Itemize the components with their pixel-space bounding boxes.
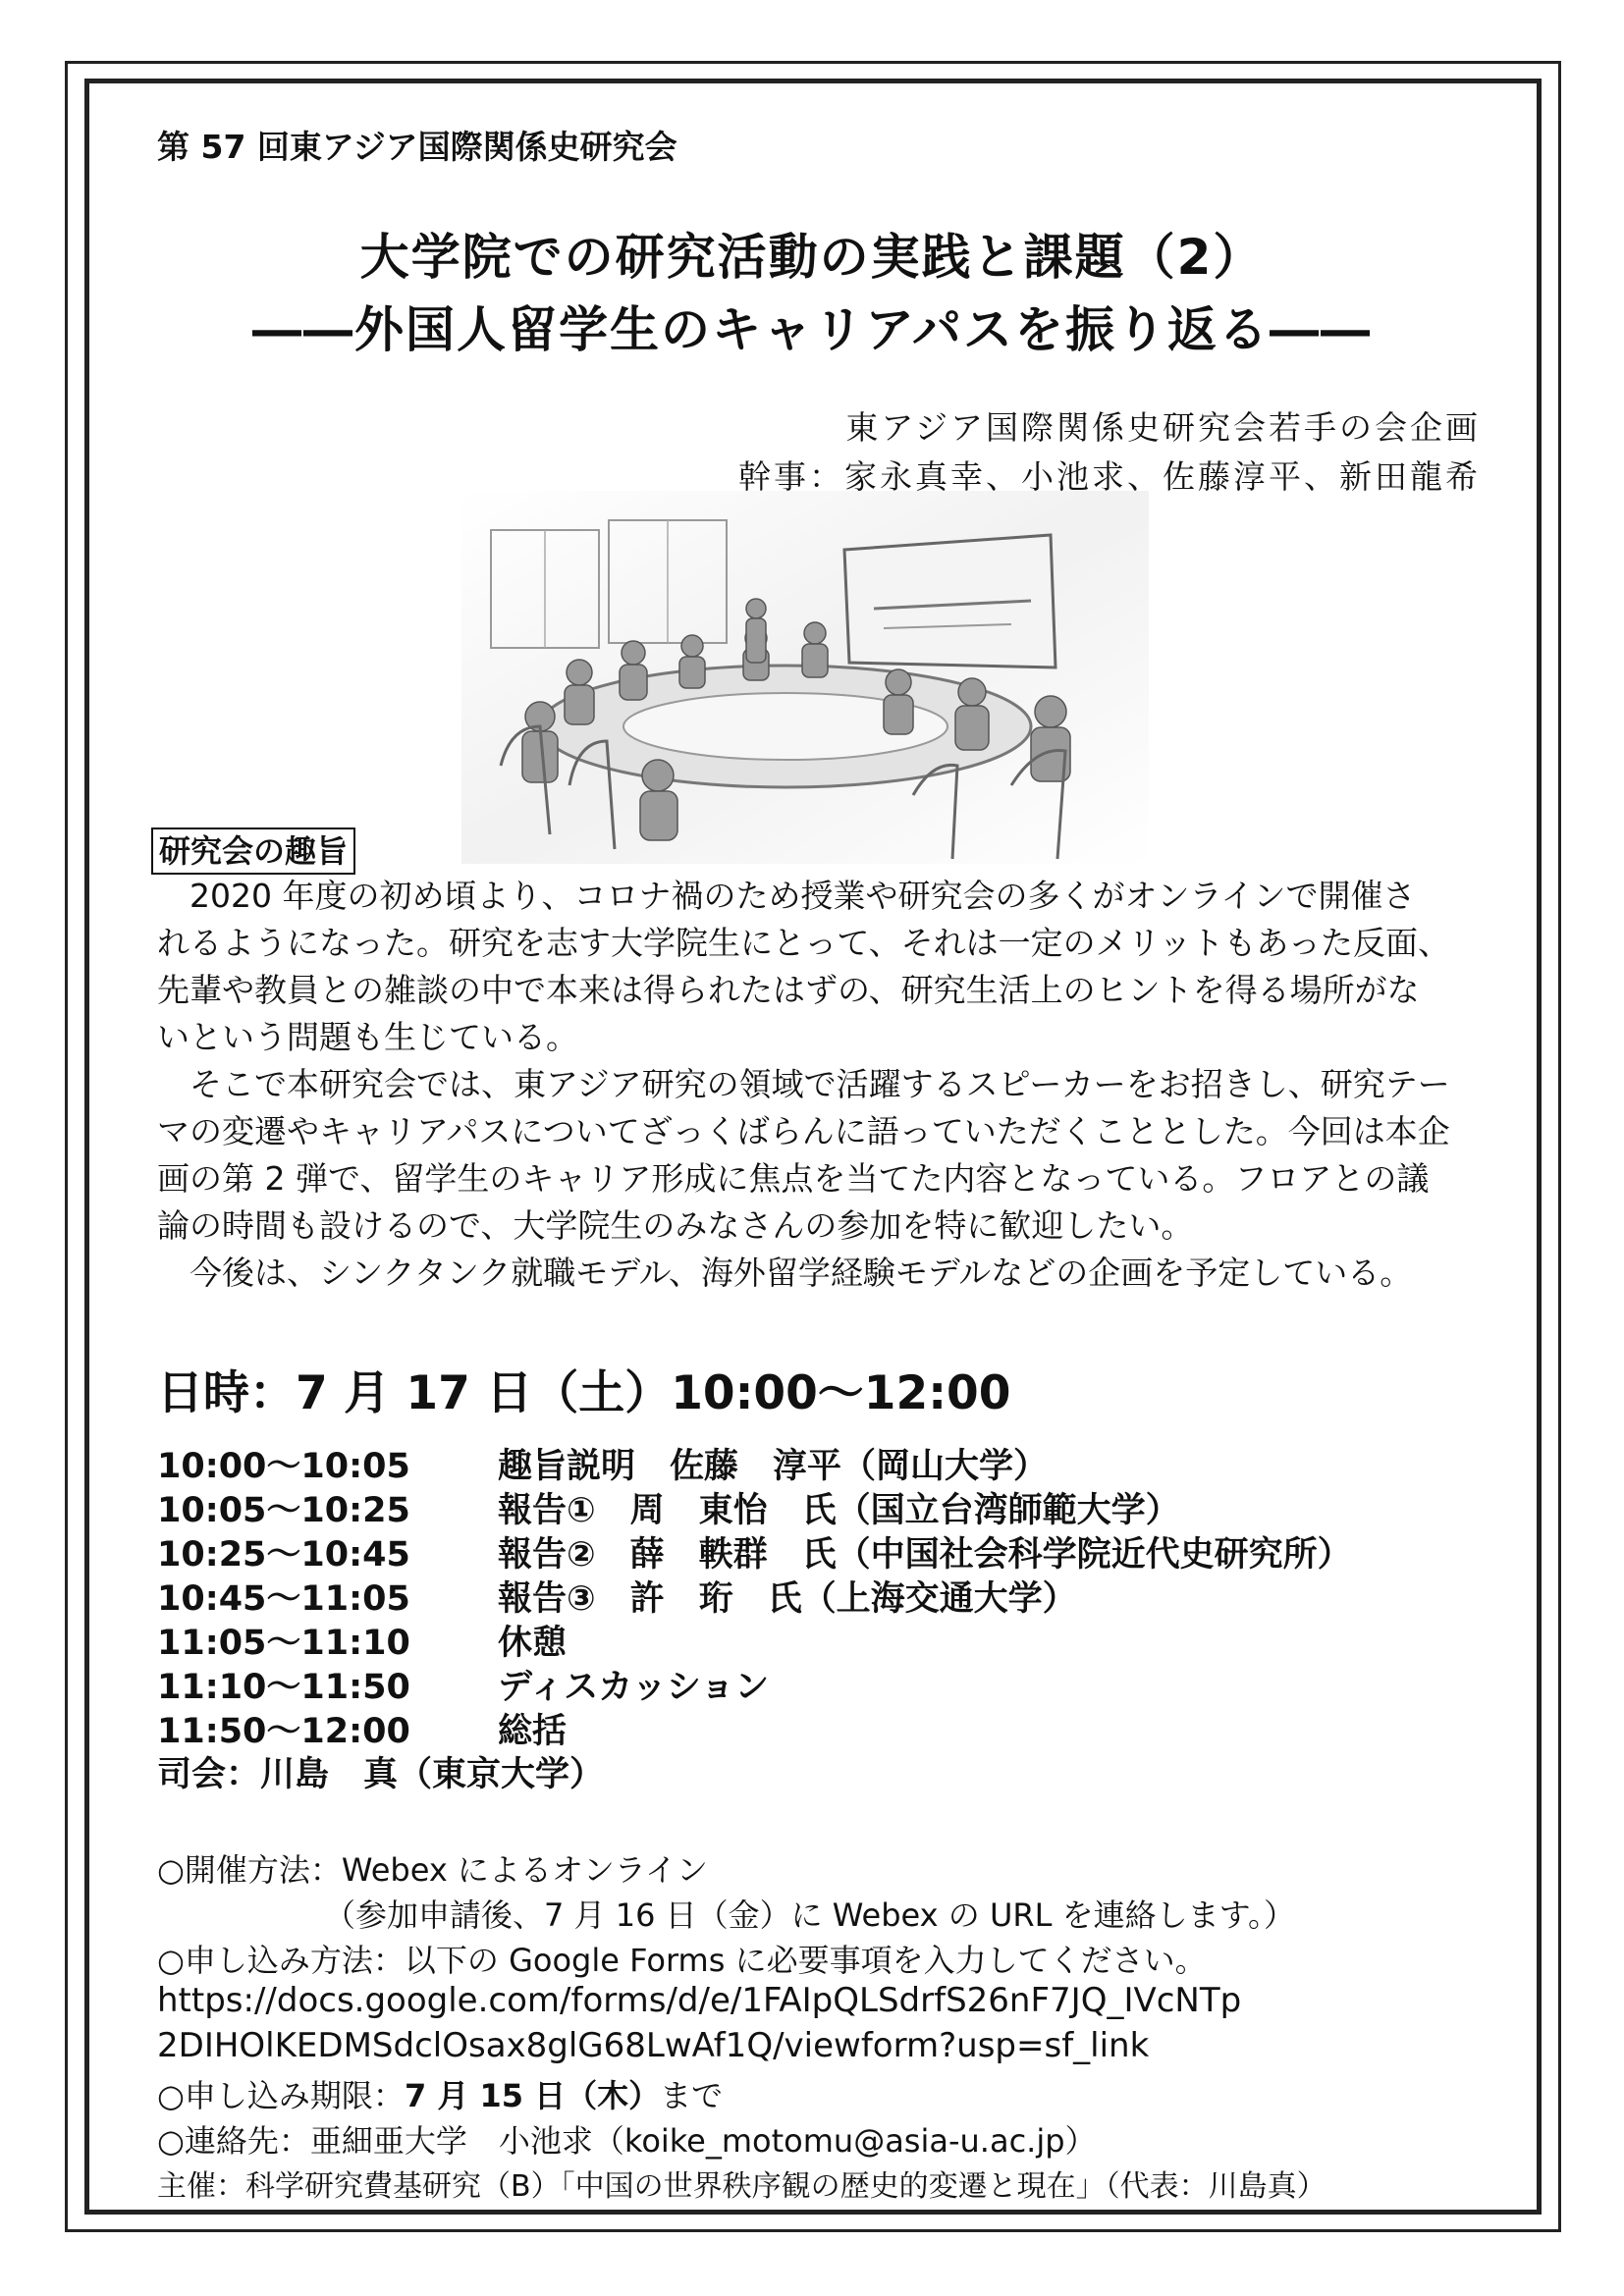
schedule-time: 11:05～11:10 xyxy=(157,1624,410,1663)
schedule-content: 報告③ 許 珩 氏（上海交通大学） xyxy=(498,1579,1077,1619)
purpose-heading: 研究会の趣旨 xyxy=(151,828,355,875)
purpose-line: 先輩や教員との雑談の中で本来は得られたはずの、研究生活上のヒントを得る場所がな xyxy=(157,971,1420,1009)
contact-line: ○連絡先：亜細亜大学 小池求（koike_motomu@asia-u.ac.jp） xyxy=(157,2122,1097,2160)
purpose-line: 画の第 2 弾で、留学生のキャリア形成に焦点を当てた内容となっている。フロアとの議 xyxy=(157,1159,1430,1198)
purpose-line: マの変遷やキャリアパスについてざっくばらんに語っていただくこととした。今回は本企 xyxy=(157,1112,1450,1150)
purpose-line: 2020 年度の初め頃より、コロナ禍のため授業や研究会の多くがオンラインで開催さ xyxy=(157,877,1416,915)
method-line: ○開催方法：Webex によるオンライン xyxy=(157,1851,708,1889)
subtitle: ――外国人留学生のキャリアパスを振り返る―― xyxy=(252,301,1372,358)
deadline-date: 7 月 15 日（木） xyxy=(404,2077,661,2114)
purpose-line: 今後は、シンクタンク就職モデル、海外留学経験モデルなどの企画を予定している。 xyxy=(157,1254,1413,1292)
series-title: 第 57 回東アジア国際関係史研究会 xyxy=(157,128,677,166)
event-datetime: 日時：7 月 17 日（土）10:00～12:00 xyxy=(157,1366,1011,1420)
method-note: （参加申請後、7 月 16 日（金）に Webex の URL を連絡します。） xyxy=(324,1896,1296,1934)
purpose-line: 論の時間も設けるので、大学院生のみなさんの参加を特に歓迎したい。 xyxy=(157,1206,1194,1245)
form-url-line2[interactable]: 2DIHOlKEDMSdclOsax8glG68LwAf1Q/viewform?usp=sf_link xyxy=(157,2026,1150,2065)
purpose-line: そこで本研究会では、東アジア研究の領域で活躍するスピーカーをお招きし、研究テー xyxy=(157,1065,1450,1103)
sponsor-line: 主催：科学研究費基研究（B）「中国の世界秩序観の歴史的変遷と現在」（代表：川島真） xyxy=(157,2169,1326,2204)
schedule-time: 11:50～12:00 xyxy=(157,1712,410,1751)
chair-line: 司会：川島 真（東京大学） xyxy=(157,1755,605,1794)
apply-line: ○申し込み方法：以下の Google Forms に必要事項を入力してください。 xyxy=(157,1942,1207,1979)
deadline-suffix: まで xyxy=(660,2077,724,2114)
schedule-time: 10:00～10:05 xyxy=(157,1447,410,1486)
schedule-content: 総括 xyxy=(498,1712,568,1751)
organizer-line: 東アジア国際関係史研究会若手の会企画 xyxy=(845,408,1481,447)
schedule-row xyxy=(157,1483,1180,1532)
schedule-content: 休憩 xyxy=(498,1624,568,1663)
schedule-content: ディスカッション xyxy=(498,1668,770,1707)
secretaries-line: 幹事：家永真幸、小池求、佐藤淳平、新田龍希 xyxy=(738,457,1481,496)
deadline-line xyxy=(157,2071,723,2116)
schedule-content: 報告① 周 東怡 氏（国立台湾師範大学） xyxy=(498,1491,1180,1530)
schedule-time: 10:05～10:25 xyxy=(157,1491,410,1530)
meeting-photo xyxy=(461,491,1149,864)
schedule-time: 10:45～11:05 xyxy=(157,1579,410,1619)
deadline-prefix: ○申し込み期限： xyxy=(157,2077,405,2114)
schedule-row xyxy=(157,1660,769,1709)
schedule-row xyxy=(157,1572,1077,1621)
schedule-row xyxy=(157,1616,567,1665)
schedule-time: 10:25～10:45 xyxy=(157,1535,410,1575)
schedule-content: 報告② 薛 軼群 氏（中国社会科学院近代史研究所） xyxy=(498,1535,1352,1575)
purpose-line: れるようになった。研究を志す大学院生にとって、それは一定のメリットもあった反面、 xyxy=(157,924,1451,962)
schedule-row xyxy=(157,1704,567,1753)
schedule-row xyxy=(157,1439,1048,1488)
main-title: 大学院での研究活動の実践と課題（2） xyxy=(359,229,1265,286)
schedule-time: 11:10～11:50 xyxy=(157,1668,410,1707)
schedule-row xyxy=(157,1527,1352,1576)
schedule-content: 趣旨説明 佐藤 淳平（岡山大学） xyxy=(498,1447,1049,1486)
form-url-line1[interactable]: https://docs.google.com/forms/d/e/1FAIpQLSdrfS26nF7JQ_IVcNTp xyxy=(157,1981,1242,2020)
purpose-line: いという問題も生じている。 xyxy=(157,1018,578,1056)
